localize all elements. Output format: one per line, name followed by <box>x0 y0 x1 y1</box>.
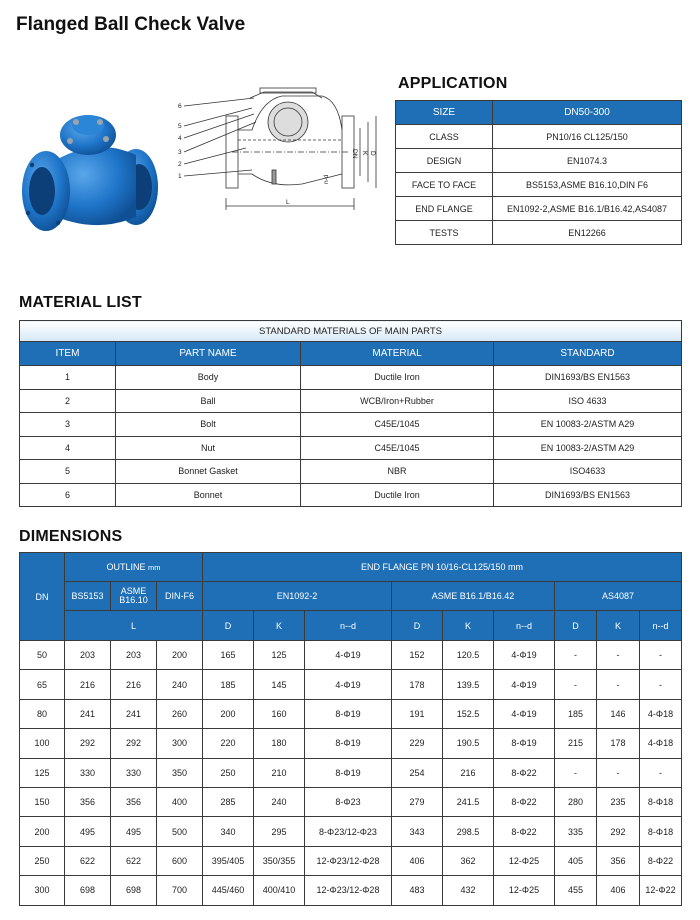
cell: Ductile Iron <box>301 483 494 507</box>
table-row <box>20 366 682 390</box>
cell: 125 <box>254 641 305 670</box>
cell: Body <box>116 366 301 390</box>
app-row-value: BS5153,ASME B16.10,DIN F6 <box>493 173 682 197</box>
cell: 495 <box>111 817 157 846</box>
cell: 8-Φ19 <box>305 729 392 758</box>
cell: 335 <box>555 817 597 846</box>
cell: 8-Φ18 <box>640 817 682 846</box>
cell: 241.5 <box>443 787 494 816</box>
cell: 216 <box>65 670 111 699</box>
cell: 698 <box>65 876 111 905</box>
cell: - <box>640 670 682 699</box>
cell: 406 <box>597 876 640 905</box>
table-row <box>20 729 682 758</box>
cell: 4-Φ19 <box>305 641 392 670</box>
cell: - <box>597 641 640 670</box>
cell: 185 <box>203 670 254 699</box>
cell: 8-Φ22 <box>494 787 555 816</box>
cell: 8-Φ22 <box>494 817 555 846</box>
cell: 241 <box>65 699 111 728</box>
cell: 340 <box>203 817 254 846</box>
cell: 240 <box>254 787 305 816</box>
dim-DN: DN <box>351 149 358 159</box>
cell: 215 <box>555 729 597 758</box>
as4087-header: AS4087 <box>555 582 682 611</box>
cell: 235 <box>597 787 640 816</box>
cell: - <box>640 758 682 787</box>
cell: 700 <box>157 876 203 905</box>
app-row-key: CLASS <box>396 125 493 149</box>
cell: 12-Φ23/12-Φ28 <box>305 876 392 905</box>
cell: NBR <box>301 460 494 484</box>
cell: 395/405 <box>203 846 254 875</box>
cell: 8-Φ22 <box>494 758 555 787</box>
cell: 50 <box>20 641 65 670</box>
cell: 343 <box>392 817 443 846</box>
cell: 356 <box>597 846 640 875</box>
cell: 4-Φ19 <box>494 699 555 728</box>
cell: 12-Φ25 <box>494 846 555 875</box>
table-row <box>20 436 682 460</box>
cell: 210 <box>254 758 305 787</box>
cell: 6 <box>20 483 116 507</box>
cell: 4-Φ19 <box>494 670 555 699</box>
cell: 495 <box>65 817 111 846</box>
cell: 200 <box>20 817 65 846</box>
cell: 8-Φ18 <box>640 787 682 816</box>
cell: 3 <box>20 413 116 437</box>
cell: 241 <box>111 699 157 728</box>
cell: 5 <box>20 460 116 484</box>
cell: 300 <box>157 729 203 758</box>
cell: 165 <box>203 641 254 670</box>
cell: ISO4633 <box>494 460 682 484</box>
cell: 178 <box>597 729 640 758</box>
table-row <box>20 846 682 875</box>
en1092-header: EN1092-2 <box>203 582 392 611</box>
app-row-value: PN10/16 CL125/150 <box>493 125 682 149</box>
cell: 445/460 <box>203 876 254 905</box>
cell: 4-Φ18 <box>640 699 682 728</box>
table-row <box>20 817 682 846</box>
cell: 362 <box>443 846 494 875</box>
dim-D: D <box>369 151 376 156</box>
cell: 2 <box>20 389 116 413</box>
cell: 65 <box>20 670 65 699</box>
col-standard: STANDARD <box>494 342 682 366</box>
k-header: K <box>254 611 305 641</box>
cell: ISO 4633 <box>494 389 682 413</box>
table-row <box>20 670 682 699</box>
cell: 8-Φ19 <box>305 758 392 787</box>
callout-6: 6 <box>178 103 182 110</box>
size-value: DN50-300 <box>493 101 682 125</box>
app-row-key: FACE TO FACE <box>396 173 493 197</box>
cell: 500 <box>157 817 203 846</box>
cell: 229 <box>392 729 443 758</box>
cell: 190.5 <box>443 729 494 758</box>
k-header: K <box>443 611 494 641</box>
app-row-value: EN12266 <box>493 221 682 245</box>
table-row <box>20 460 682 484</box>
cell: 405 <box>555 846 597 875</box>
cell: - <box>555 758 597 787</box>
asme-b1610-header: ASME B16.10 <box>111 582 157 611</box>
dim-L: L <box>286 199 290 206</box>
cell: 8-Φ22 <box>640 846 682 875</box>
col-material: MATERIAL <box>301 342 494 366</box>
callout-1: 1 <box>178 173 182 180</box>
outline-header: OUTLINE mm <box>65 553 203 582</box>
cell: - <box>555 670 597 699</box>
application-table <box>395 100 682 245</box>
material-table <box>19 320 682 507</box>
cell: 330 <box>65 758 111 787</box>
cell: 280 <box>555 787 597 816</box>
cell: 80 <box>20 699 65 728</box>
cell: Ball <box>116 389 301 413</box>
nd-header: n--d <box>494 611 555 641</box>
cell: 152.5 <box>443 699 494 728</box>
cell: 300 <box>20 876 65 905</box>
cell: 125 <box>20 758 65 787</box>
cell: 4-Φ19 <box>305 670 392 699</box>
page-title: Flanged Ball Check Valve <box>16 14 246 35</box>
cell: 120.5 <box>443 641 494 670</box>
dimensions-heading: DIMENSIONS <box>19 528 123 545</box>
d-header: D <box>203 611 254 641</box>
l-header: L <box>65 611 203 641</box>
cell: 100 <box>20 729 65 758</box>
table-row <box>20 389 682 413</box>
table-row <box>20 699 682 728</box>
cell: 600 <box>157 846 203 875</box>
cell: 250 <box>20 846 65 875</box>
cell: 8-Φ19 <box>494 729 555 758</box>
cell: 455 <box>555 876 597 905</box>
cell: 4-Φ18 <box>640 729 682 758</box>
cell: 330 <box>111 758 157 787</box>
callout-3: 3 <box>178 149 182 156</box>
cell: 203 <box>111 641 157 670</box>
table-row <box>20 413 682 437</box>
cell: - <box>597 670 640 699</box>
cell: 406 <box>392 846 443 875</box>
cell: 356 <box>111 787 157 816</box>
cell: 292 <box>65 729 111 758</box>
cell: 298.5 <box>443 817 494 846</box>
cell: 432 <box>443 876 494 905</box>
cell: C45E/1045 <box>301 436 494 460</box>
cell: 250 <box>203 758 254 787</box>
cell: 4 <box>20 436 116 460</box>
cell: 483 <box>392 876 443 905</box>
cell: 216 <box>111 670 157 699</box>
callout-4: 4 <box>178 135 182 142</box>
cell: 279 <box>392 787 443 816</box>
cell: 180 <box>254 729 305 758</box>
cell: 4-Φ19 <box>494 641 555 670</box>
cell: 350/355 <box>254 846 305 875</box>
app-row-key: TESTS <box>396 221 493 245</box>
cell: DIN1693/BS EN1563 <box>494 483 682 507</box>
dimensions-table <box>19 552 682 906</box>
cell: 160 <box>254 699 305 728</box>
cell: 292 <box>111 729 157 758</box>
d-header: D <box>555 611 597 641</box>
cell: Ductile Iron <box>301 366 494 390</box>
callout-5: 5 <box>178 123 182 130</box>
cell: 150 <box>20 787 65 816</box>
cell: 203 <box>65 641 111 670</box>
cell: EN 10083-2/ASTM A29 <box>494 436 682 460</box>
cell: 12-Φ23/12-Φ28 <box>305 846 392 875</box>
cell: 8-Φ23/12-Φ23 <box>305 817 392 846</box>
nd-header: n--d <box>305 611 392 641</box>
material-heading: MATERIAL LIST <box>19 294 142 311</box>
app-row-value: EN1074.3 <box>493 149 682 173</box>
cell: 400/410 <box>254 876 305 905</box>
dim-K: K <box>361 151 368 156</box>
table-row <box>20 787 682 816</box>
cell: 350 <box>157 758 203 787</box>
table-row <box>20 483 682 507</box>
cell: 216 <box>443 758 494 787</box>
cell: 400 <box>157 787 203 816</box>
cell: - <box>597 758 640 787</box>
cell: DIN1693/BS EN1563 <box>494 366 682 390</box>
cell: 8-Φ23 <box>305 787 392 816</box>
cell: Bonnet Gasket <box>116 460 301 484</box>
cell: 622 <box>111 846 157 875</box>
d-header: D <box>392 611 443 641</box>
cell: 698 <box>111 876 157 905</box>
cell: 200 <box>157 641 203 670</box>
table-row <box>20 758 682 787</box>
valve-cross-section-diagram <box>172 78 392 228</box>
cell: C45E/1045 <box>301 413 494 437</box>
app-row-key: DESIGN <box>396 149 493 173</box>
cell: 139.5 <box>443 670 494 699</box>
dim-nd: n-d <box>323 174 330 184</box>
cell: - <box>640 641 682 670</box>
cell: 146 <box>597 699 640 728</box>
cell: 1 <box>20 366 116 390</box>
size-label: SIZE <box>396 101 493 125</box>
table-row <box>20 876 682 905</box>
cell: 254 <box>392 758 443 787</box>
cell: 145 <box>254 670 305 699</box>
asme-b161-header: ASME B16.1/B16.42 <box>392 582 555 611</box>
end-flange-header: END FLANGE PN 10/16-CL125/150 mm <box>203 553 682 582</box>
cell: 295 <box>254 817 305 846</box>
cell: 240 <box>157 670 203 699</box>
din-f6-header: DIN-F6 <box>157 582 203 611</box>
cell: 185 <box>555 699 597 728</box>
cell: - <box>555 641 597 670</box>
table-row <box>20 641 682 670</box>
callout-2: 2 <box>178 161 182 168</box>
cell: 12-Φ22 <box>640 876 682 905</box>
cell: 191 <box>392 699 443 728</box>
cell: Nut <box>116 436 301 460</box>
bs5153-header: BS5153 <box>65 582 111 611</box>
material-band: STANDARD MATERIALS OF MAIN PARTS <box>20 321 682 342</box>
cell: Bolt <box>116 413 301 437</box>
cell: 622 <box>65 846 111 875</box>
app-row-key: END FLANGE <box>396 197 493 221</box>
cell: 285 <box>203 787 254 816</box>
cell: 356 <box>65 787 111 816</box>
cell: 292 <box>597 817 640 846</box>
cell: 260 <box>157 699 203 728</box>
cell: 12-Φ25 <box>494 876 555 905</box>
k-header: K <box>597 611 640 641</box>
dn-header: DN <box>20 553 65 641</box>
cell: 220 <box>203 729 254 758</box>
cell: 178 <box>392 670 443 699</box>
valve-product-image <box>18 95 168 245</box>
cell: WCB/Iron+Rubber <box>301 389 494 413</box>
col-part-name: PART NAME <box>116 342 301 366</box>
application-heading: APPLICATION <box>398 75 508 92</box>
cell: 8-Φ19 <box>305 699 392 728</box>
cell: EN 10083-2/ASTM A29 <box>494 413 682 437</box>
app-row-value: EN1092-2,ASME B16.1/B16.42,AS4087 <box>493 197 682 221</box>
cell: Bonnet <box>116 483 301 507</box>
col-item: ITEM <box>20 342 116 366</box>
nd-header: n--d <box>640 611 682 641</box>
cell: 200 <box>203 699 254 728</box>
cell: 152 <box>392 641 443 670</box>
